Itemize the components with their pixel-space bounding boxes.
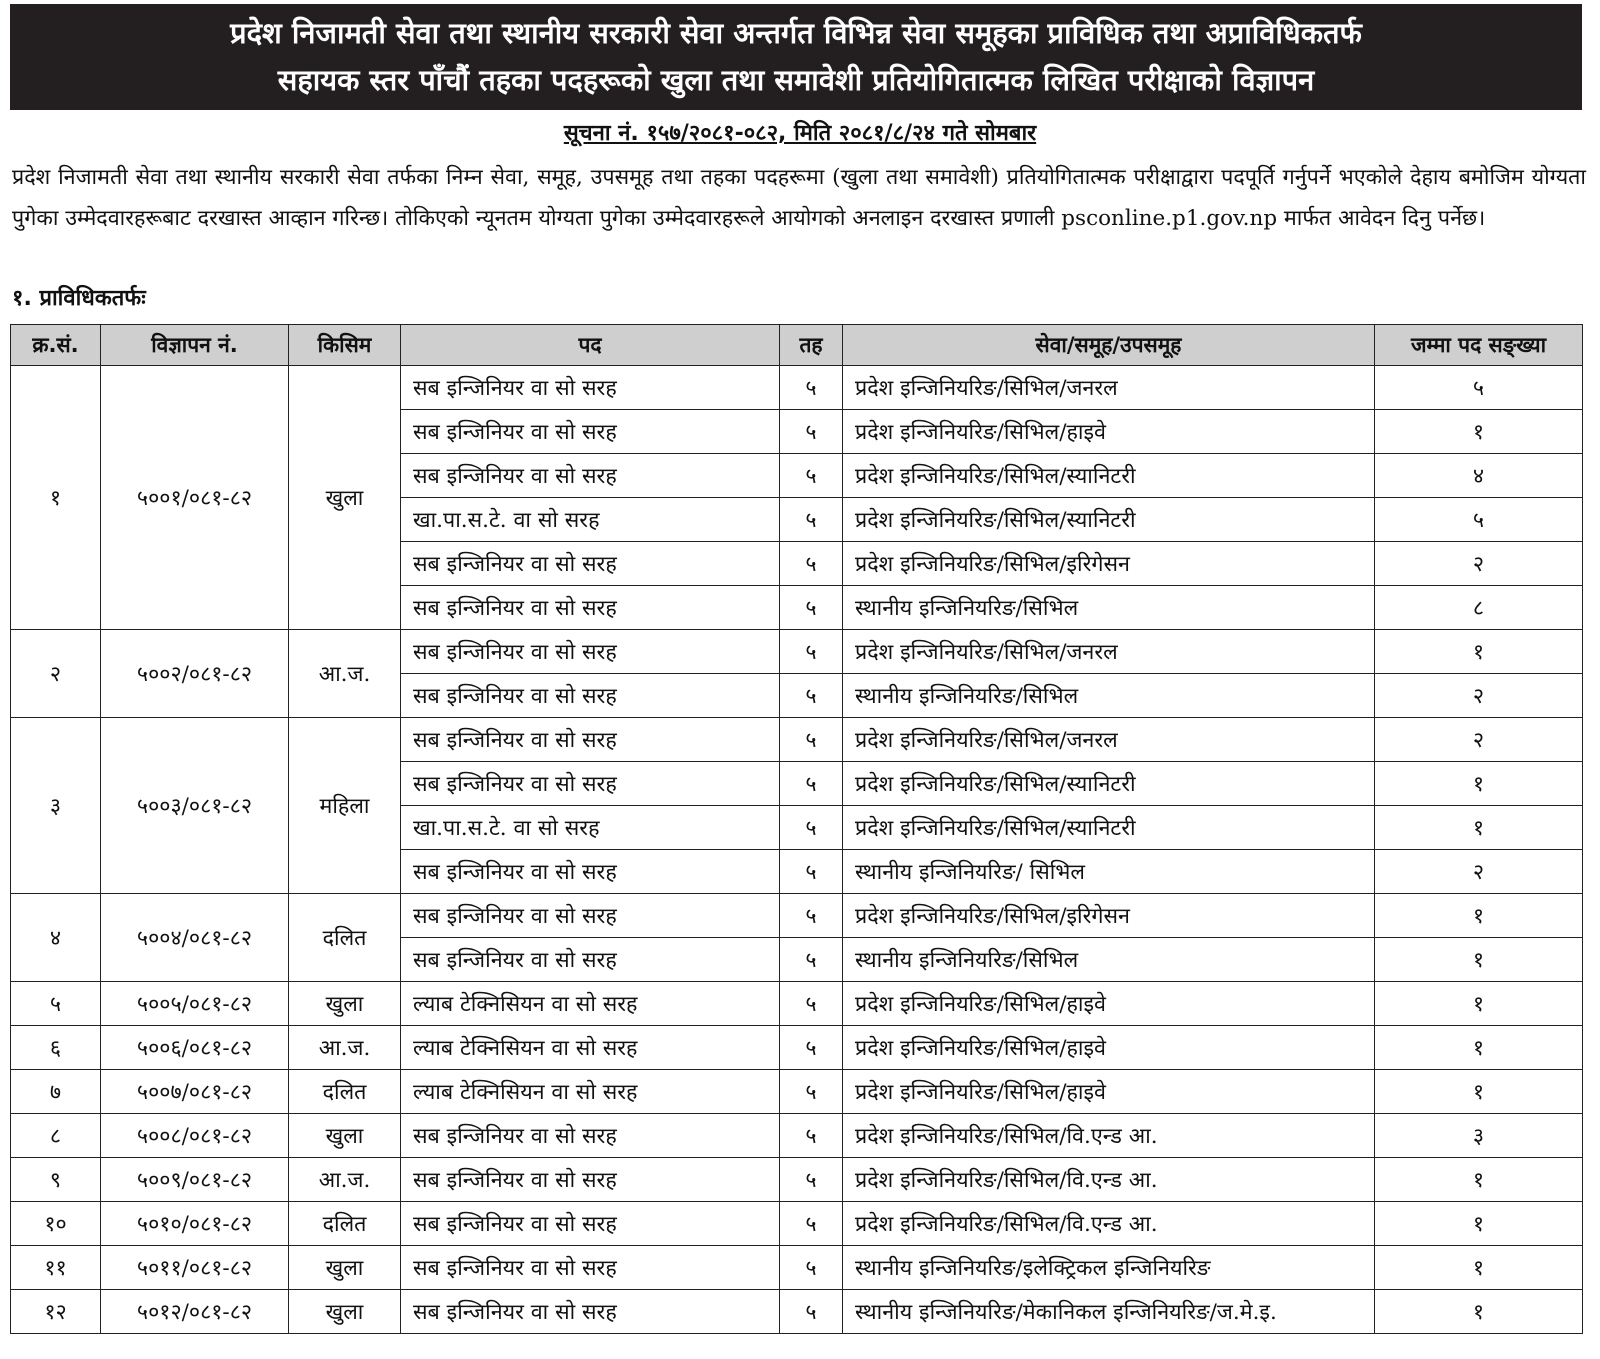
cell-post: सब इन्जिनियर वा सो सरह	[401, 1202, 780, 1246]
cell-advert-no: ५००५/०८१-८२	[101, 982, 289, 1026]
cell-type: आ.ज.	[289, 630, 401, 718]
cell-service: प्रदेश इन्जिनियरिङ/सिभिल/स्यानिटरी	[843, 498, 1375, 542]
cell-post: सब इन्जिनियर वा सो सरह	[401, 938, 780, 982]
cell-level: ५	[780, 1070, 843, 1114]
cell-advert-no: ५०११/०८१-८२	[101, 1246, 289, 1290]
cell-level: ५	[780, 718, 843, 762]
cell-post: सब इन्जिनियर वा सो सरह	[401, 1158, 780, 1202]
cell-serial: ७	[11, 1070, 101, 1114]
cell-serial: ९	[11, 1158, 101, 1202]
cell-advert-no: ५०१०/०८१-८२	[101, 1202, 289, 1246]
cell-count: ५	[1375, 498, 1583, 542]
cell-count: १	[1375, 982, 1583, 1026]
cell-count: २	[1375, 850, 1583, 894]
banner-title-line-2: सहायक स्तर पाँचौं तहका पदहरूको खुला तथा समावेशी प्रतियोगितात्मक लिखित परीक्षाको विज्ञापन	[277, 63, 1315, 97]
cell-count: २	[1375, 542, 1583, 586]
cell-count: ४	[1375, 454, 1583, 498]
cell-level: ५	[780, 586, 843, 630]
cell-count: १	[1375, 1246, 1583, 1290]
table-body	[11, 366, 1583, 1334]
cell-serial: १	[11, 366, 101, 630]
cell-serial: ४	[11, 894, 101, 982]
table-row	[11, 894, 1583, 938]
cell-post: सब इन्जिनियर वा सो सरह	[401, 542, 780, 586]
cell-service: प्रदेश इन्जिनियरिङ/सिभिल/हाइवे	[843, 1070, 1375, 1114]
cell-post: सब इन्जिनियर वा सो सरह	[401, 630, 780, 674]
cell-post: सब इन्जिनियर वा सो सरह	[401, 1290, 780, 1334]
table-row	[11, 1114, 1583, 1158]
cell-level: ५	[780, 1202, 843, 1246]
cell-count: १	[1375, 1070, 1583, 1114]
cell-count: २	[1375, 718, 1583, 762]
cell-service: स्थानीय इन्जिनियरिङ/सिभिल	[843, 938, 1375, 982]
cell-count: २	[1375, 674, 1583, 718]
table-header-row	[11, 325, 1583, 366]
cell-advert-no: ५००८/०८१-८२	[101, 1114, 289, 1158]
section-title: १. प्राविधिकतर्फः	[12, 286, 146, 311]
cell-level: ५	[780, 1158, 843, 1202]
cell-service: प्रदेश इन्जिनियरिङ/सिभिल/जनरल	[843, 718, 1375, 762]
cell-service: स्थानीय इन्जिनियरिङ/ सिभिल	[843, 850, 1375, 894]
cell-serial: १०	[11, 1202, 101, 1246]
cell-count: १	[1375, 1026, 1583, 1070]
cell-post: सब इन्जिनियर वा सो सरह	[401, 1114, 780, 1158]
cell-service: प्रदेश इन्जिनियरिङ/सिभिल/हाइवे	[843, 410, 1375, 454]
cell-type: खुला	[289, 1246, 401, 1290]
cell-level: ५	[780, 1026, 843, 1070]
cell-service: प्रदेश इन्जिनियरिङ/सिभिल/वि.एन्ड आ.	[843, 1202, 1375, 1246]
cell-advert-no: ५००६/०८१-८२	[101, 1026, 289, 1070]
cell-level: ५	[780, 850, 843, 894]
cell-post: सब इन्जिनियर वा सो सरह	[401, 850, 780, 894]
cell-type: दलित	[289, 1070, 401, 1114]
cell-count: १	[1375, 806, 1583, 850]
vacancy-table	[10, 324, 1583, 1334]
cell-level: ५	[780, 630, 843, 674]
cell-count: १	[1375, 410, 1583, 454]
header-post: पद	[401, 325, 780, 366]
cell-advert-no: ५००७/०८१-८२	[101, 1070, 289, 1114]
cell-level: ५	[780, 674, 843, 718]
header-advert-no: विज्ञापन नं.	[101, 325, 289, 366]
cell-post: सब इन्जिनियर वा सो सरह	[401, 410, 780, 454]
cell-level: ५	[780, 498, 843, 542]
cell-post: सब इन्जिनियर वा सो सरह	[401, 718, 780, 762]
cell-serial: ५	[11, 982, 101, 1026]
cell-count: १	[1375, 1158, 1583, 1202]
table-row	[11, 718, 1583, 762]
banner-title-line-1: प्रदेश निजामती सेवा तथा स्थानीय सरकारी सेवा अन्तर्गत विभिन्न सेवा समूहका प्राविधिक तथा अप्राविधिकतर्फ	[230, 16, 1362, 50]
cell-serial: ३	[11, 718, 101, 894]
cell-service: प्रदेश इन्जिनियरिङ/सिभिल/इरिगेसन	[843, 542, 1375, 586]
table-row	[11, 1158, 1583, 1202]
cell-post: खा.पा.स.टे. वा सो सरह	[401, 498, 780, 542]
cell-level: ५	[780, 1114, 843, 1158]
table-row	[11, 1290, 1583, 1334]
cell-advert-no: ५००२/०८१-८२	[101, 630, 289, 718]
cell-count: १	[1375, 938, 1583, 982]
cell-level: ५	[780, 894, 843, 938]
cell-serial: २	[11, 630, 101, 718]
cell-type: आ.ज.	[289, 1158, 401, 1202]
cell-count: १	[1375, 1202, 1583, 1246]
table-row	[11, 1070, 1583, 1114]
header-service: सेवा/समूह/उपसमूह	[843, 325, 1375, 366]
table-row	[11, 1026, 1583, 1070]
cell-count: ३	[1375, 1114, 1583, 1158]
cell-serial: ६	[11, 1026, 101, 1070]
cell-service: प्रदेश इन्जिनियरिङ/सिभिल/स्यानिटरी	[843, 762, 1375, 806]
table-row	[11, 1246, 1583, 1290]
notice-heading	[0, 117, 1600, 147]
cell-type: खुला	[289, 1114, 401, 1158]
cell-advert-no: ५००४/०८१-८२	[101, 894, 289, 982]
cell-level: ५	[780, 806, 843, 850]
header-type: किसिम	[289, 325, 401, 366]
cell-type: खुला	[289, 982, 401, 1026]
cell-post: खा.पा.स.टे. वा सो सरह	[401, 806, 780, 850]
cell-post: सब इन्जिनियर वा सो सरह	[401, 1246, 780, 1290]
cell-count: १	[1375, 630, 1583, 674]
cell-level: ५	[780, 762, 843, 806]
header-count: जम्मा पद सङ्ख्या	[1375, 325, 1583, 366]
table-row	[11, 982, 1583, 1026]
cell-level: ५	[780, 1290, 843, 1334]
cell-post: सब इन्जिनियर वा सो सरह	[401, 894, 780, 938]
cell-service: प्रदेश इन्जिनियरिङ/सिभिल/स्यानिटरी	[843, 806, 1375, 850]
cell-count: १	[1375, 894, 1583, 938]
cell-post: सब इन्जिनियर वा सो सरह	[401, 454, 780, 498]
cell-level: ५	[780, 454, 843, 498]
cell-post: ल्याब टेक्निसियन वा सो सरह	[401, 1070, 780, 1114]
intro-paragraph: प्रदेश निजामती सेवा तथा स्थानीय सरकारी सेवा तर्फका निम्न सेवा, समूह, उपसमूह तथा तहका पदहरूमा (खुला तथा समावेशी) प्रतियोगितात्मक परीक्षाद्वारा पदपूर्ति गर्नुपर्ने भएकोले देहाय बमोजिम योग्यता पुगेका उम्मेदवारहरूबाट दरखास्त आव्हान गरिन्छ। तोकिएको न्यूनतम योग्यता पुगेका उम्मेदवारहरूले आयोगको अनलाइन दरखास्त प्रणाली psconline.p1.gov.np मार्फत आवेदन दिनु पर्नेछ।	[12, 165, 1586, 231]
cell-service: प्रदेश इन्जिनियरिङ/सिभिल/जनरल	[843, 630, 1375, 674]
cell-level: ५	[780, 410, 843, 454]
cell-count: १	[1375, 762, 1583, 806]
cell-post: सब इन्जिनियर वा सो सरह	[401, 674, 780, 718]
cell-service: स्थानीय इन्जिनियरिङ/इलेक्ट्रिकल इन्जिनियरिङ	[843, 1246, 1375, 1290]
cell-post: सब इन्जिनियर वा सो सरह	[401, 762, 780, 806]
cell-service: प्रदेश इन्जिनियरिङ/सिभिल/हाइवे	[843, 982, 1375, 1026]
cell-type: दलित	[289, 894, 401, 982]
cell-level: ५	[780, 938, 843, 982]
cell-serial: ८	[11, 1114, 101, 1158]
cell-post: ल्याब टेक्निसियन वा सो सरह	[401, 982, 780, 1026]
cell-service: प्रदेश इन्जिनियरिङ/सिभिल/वि.एन्ड आ.	[843, 1158, 1375, 1202]
cell-count: ५	[1375, 366, 1583, 410]
table-row	[11, 1202, 1583, 1246]
cell-service: प्रदेश इन्जिनियरिङ/सिभिल/इरिगेसन	[843, 894, 1375, 938]
cell-level: ५	[780, 982, 843, 1026]
cell-level: ५	[780, 542, 843, 586]
table-row	[11, 630, 1583, 674]
cell-type: आ.ज.	[289, 1026, 401, 1070]
cell-level: ५	[780, 1246, 843, 1290]
cell-service: प्रदेश इन्जिनियरिङ/सिभिल/वि.एन्ड आ.	[843, 1114, 1375, 1158]
cell-service: प्रदेश इन्जिनियरिङ/सिभिल/हाइवे	[843, 1026, 1375, 1070]
cell-level: ५	[780, 366, 843, 410]
header-serial: क्र.सं.	[11, 325, 101, 366]
title-banner	[10, 4, 1582, 110]
cell-post: सब इन्जिनियर वा सो सरह	[401, 366, 780, 410]
cell-serial: १२	[11, 1290, 101, 1334]
cell-type: महिला	[289, 718, 401, 894]
notice-number: सूचना नं. १५७/२०८१-०८२, मिति २०८१/८/२४ गते सोमबार	[563, 121, 1037, 146]
cell-advert-no: ५००१/०८१-८२	[101, 366, 289, 630]
cell-service: स्थानीय इन्जिनियरिङ/सिभिल	[843, 586, 1375, 630]
table-row	[11, 366, 1583, 410]
cell-type: खुला	[289, 366, 401, 630]
header-level: तह	[780, 325, 843, 366]
cell-post: ल्याब टेक्निसियन वा सो सरह	[401, 1026, 780, 1070]
cell-advert-no: ५००९/०८१-८२	[101, 1158, 289, 1202]
cell-service: प्रदेश इन्जिनियरिङ/सिभिल/जनरल	[843, 366, 1375, 410]
cell-service: स्थानीय इन्जिनियरिङ/सिभिल	[843, 674, 1375, 718]
cell-count: १	[1375, 1290, 1583, 1334]
cell-serial: ११	[11, 1246, 101, 1290]
cell-count: ८	[1375, 586, 1583, 630]
cell-advert-no: ५०१२/०८१-८२	[101, 1290, 289, 1334]
cell-post: सब इन्जिनियर वा सो सरह	[401, 586, 780, 630]
cell-service: स्थानीय इन्जिनियरिङ/मेकानिकल इन्जिनियरिङ/ज.मे.इ.	[843, 1290, 1375, 1334]
cell-service: प्रदेश इन्जिनियरिङ/सिभिल/स्यानिटरी	[843, 454, 1375, 498]
cell-type: दलित	[289, 1202, 401, 1246]
cell-advert-no: ५००३/०८१-८२	[101, 718, 289, 894]
cell-type: खुला	[289, 1290, 401, 1334]
